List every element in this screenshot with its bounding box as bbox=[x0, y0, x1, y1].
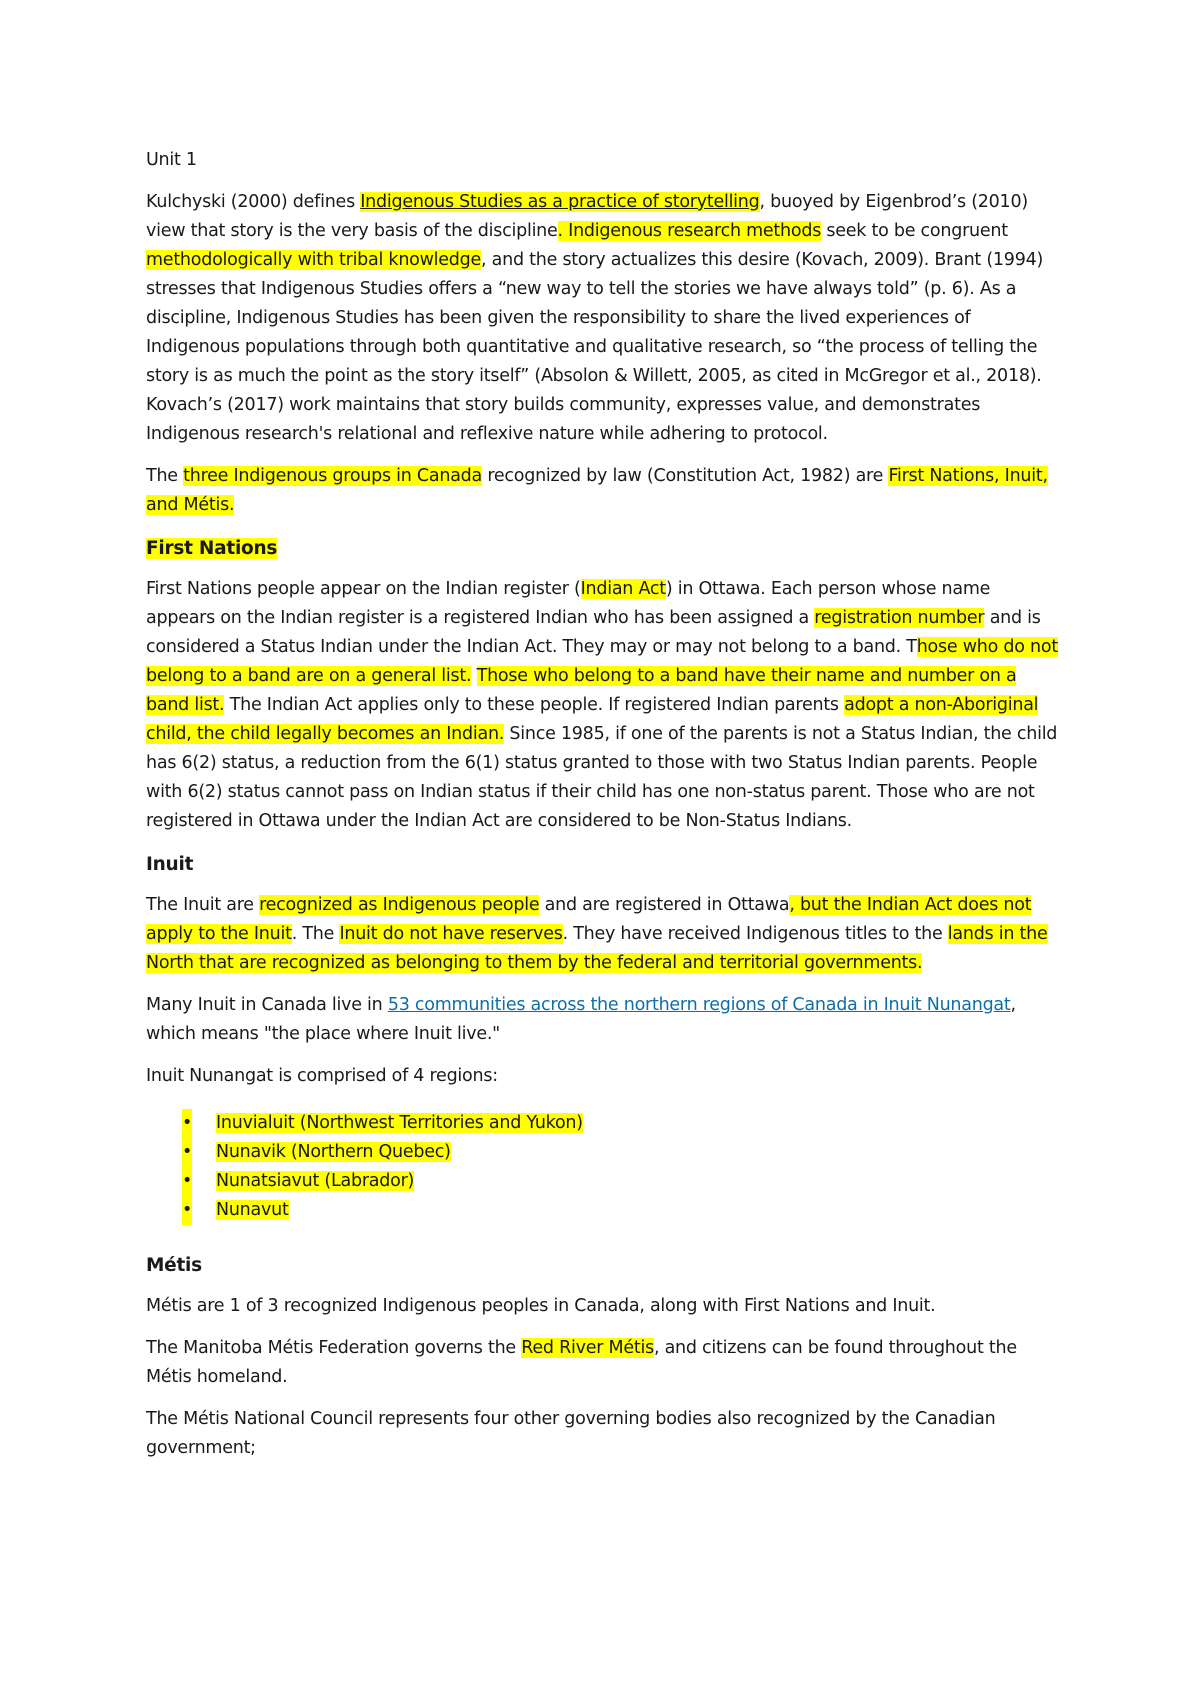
highlight-general-list: hose who do not belong to a band are on a general list. bbox=[146, 637, 1058, 686]
highlight-group-names: First Nations, Inuit, and Métis. bbox=[146, 466, 1048, 515]
highlight-storytelling: Indigenous Studies as a practice of storytelling bbox=[360, 192, 760, 212]
text-span: The Inuit are bbox=[146, 895, 260, 915]
highlight-tribal-knowledge: methodologically with tribal knowledge bbox=[146, 250, 482, 270]
text-span: First Nations people appear on the Indian register ( bbox=[146, 579, 581, 599]
regions-list bbox=[146, 1109, 1058, 1225]
list-item bbox=[182, 1167, 1058, 1196]
heading-inuit: Inuit bbox=[146, 854, 194, 875]
heading-metis: Métis bbox=[146, 1255, 202, 1276]
paragraph-manitoba bbox=[146, 1334, 1058, 1392]
highlight-adopt: adopt a non-Aboriginal child, the child legally becomes an Indian. bbox=[146, 695, 1039, 744]
text-span: and is considered a Status Indian under the Indian Act. They may or may not belong to a band. T bbox=[146, 608, 1041, 657]
text-span: The Manitoba Métis Federation governs the bbox=[146, 1338, 522, 1358]
communities-link[interactable]: 53 communities across the northern regions of Canada in Inuit Nunangat bbox=[387, 995, 1011, 1015]
highlight-indian-act-not-apply: , but the Indian Act does not apply to the Inuit bbox=[146, 895, 1032, 944]
highlight-heading: First Nations bbox=[146, 538, 278, 559]
list-item bbox=[182, 1196, 1058, 1225]
heading-first-nations bbox=[146, 534, 1058, 563]
text-span bbox=[471, 666, 476, 686]
highlight-band-list: Those who belong to a band have their name and number on a band list. bbox=[146, 666, 1017, 715]
text-span: The bbox=[146, 466, 184, 486]
text-span: , buoyed by Eigenbrod’s (2010) view that story is the very basis of the discipline bbox=[146, 192, 1028, 241]
bullet-icon: • bbox=[182, 1138, 192, 1167]
document-body bbox=[146, 146, 1058, 1476]
region-label: Nunavik (Northern Quebec) bbox=[216, 1142, 451, 1162]
highlight-no-reserves: Inuit do not have reserves bbox=[339, 924, 563, 944]
text-span: . They have received Indigenous titles to the bbox=[562, 924, 948, 944]
text-span: , which means "the place where Inuit live." bbox=[146, 995, 1016, 1044]
paragraph-storytelling bbox=[146, 188, 1058, 449]
highlight-research-methods: . Indigenous research methods bbox=[557, 221, 822, 241]
unit-title: Unit 1 bbox=[146, 150, 197, 170]
bullet-icon: • bbox=[182, 1196, 192, 1225]
paragraph-metis-recognized: Métis are 1 of 3 recognized Indigenous peoples in Canada, along with First Nations and Inuit. bbox=[146, 1296, 936, 1316]
text-span: seek to be congruent bbox=[821, 221, 1008, 241]
region-label: Inuvialuit (Northwest Territories and Yukon) bbox=[216, 1113, 583, 1133]
paragraph-inuit-communities bbox=[146, 991, 1058, 1049]
region-label: Nunatsiavut (Labrador) bbox=[216, 1171, 415, 1191]
text-span: , and the story actualizes this desire (Kovach, 2009). Brant (1994) stresses that Indigenous Studies offers a “new way to tell the stories we have always told” (p. 6). As a discipline, Indigenous Studies has been given the responsibility to share the lived experiences of Indigenous populations through both quantitative and qualitative research, so “the process of telling the story is as much the point as the story itself” (Absolon & Willett, 2005, as cited in McGregor et al., 2018). Kovach’s (2017) work maintains that story builds community, expresses value, and demonstrates Indigenous research's relational and reflexive nature while adhering to protocol. bbox=[146, 250, 1044, 444]
highlight-registration-number: registration number bbox=[814, 608, 985, 628]
list-item bbox=[182, 1109, 1058, 1138]
text-span: . The bbox=[291, 924, 340, 944]
highlight-recognized: recognized as Indigenous people bbox=[259, 895, 540, 915]
text-span: Many Inuit in Canada live in bbox=[146, 995, 388, 1015]
text-span: The Indian Act applies only to these people. If registered Indian parents bbox=[224, 695, 845, 715]
text-span: ) in Ottawa. Each person whose name appears on the Indian register is a registered Indian who has been assigned a bbox=[146, 579, 991, 628]
paragraph-national-council: The Métis National Council represents four other governing bodies also recognized by the Canadian government; bbox=[146, 1409, 996, 1458]
highlight-red-river: Red River Métis bbox=[521, 1338, 654, 1358]
paragraph-nunangat-regions: Inuit Nunangat is comprised of 4 regions: bbox=[146, 1066, 498, 1086]
highlight-indian-act: Indian Act bbox=[580, 579, 666, 599]
text-span: Kulchyski (2000) defines bbox=[146, 192, 361, 212]
text-span: Since 1985, if one of the parents is not a Status Indian, the child has 6(2) status, a reduction from the 6(1) status granted to those with two Status Indian parents. People with 6(2) status cannot pass on Indian status if their child has one non-status parent. Those who are not registered in Ottawa under the Indian Act are considered to be Non-Status Indians. bbox=[146, 724, 1058, 831]
region-label: Nunavut bbox=[216, 1200, 289, 1220]
bullet-icon: • bbox=[182, 1167, 192, 1196]
text-span: recognized by law (Constitution Act, 1982) are bbox=[482, 466, 889, 486]
paragraph-three-groups bbox=[146, 462, 1058, 520]
highlight-three-groups: three Indigenous groups in Canada bbox=[183, 466, 483, 486]
paragraph-first-nations bbox=[146, 575, 1058, 836]
bullet-icon: • bbox=[182, 1109, 192, 1138]
paragraph-inuit bbox=[146, 891, 1058, 978]
list-item bbox=[182, 1138, 1058, 1167]
text-span: and are registered in Ottawa bbox=[539, 895, 790, 915]
text-span: , and citizens can be found throughout the Métis homeland. bbox=[146, 1338, 1017, 1387]
highlight-lands-north: lands in the North that are recognized as belonging to them by the federal and territorial governments. bbox=[146, 924, 1048, 973]
